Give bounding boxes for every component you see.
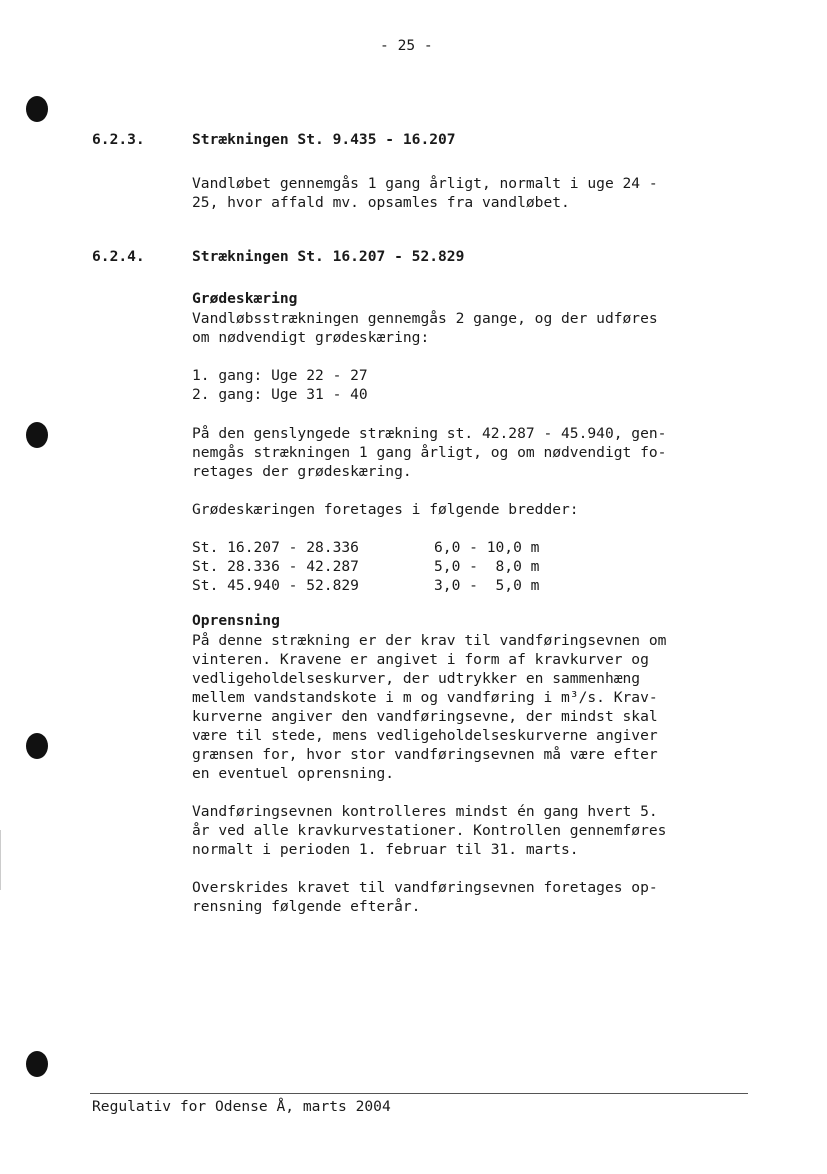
paragraph-line: Grødeskæringen foretages i følgende bredder: [192, 501, 579, 518]
schedule-item: 2. gang: Uge 31 - 40 [192, 386, 368, 403]
punch-hole [26, 96, 48, 122]
paragraph-line: På denne strækning er der krav til vandføringsevnen om [192, 632, 667, 649]
footer-rule [90, 1093, 748, 1094]
paragraph-line: 25, hvor affald mv. opsamles fra vandløbet. [192, 194, 570, 211]
section-title: Strækningen St. 16.207 - 52.829 [192, 248, 465, 265]
section-title: Strækningen St. 9.435 - 16.207 [192, 131, 456, 148]
paragraph-line: mellem vandstandskote i m og vandføring i m³/s. Krav- [192, 689, 658, 706]
footer-text: Regulativ for Odense Å, marts 2004 [92, 1098, 391, 1115]
width-table-range: St. 45.940 - 52.829 [192, 577, 359, 594]
paragraph-line: om nødvendigt grødeskæring: [192, 329, 430, 346]
paragraph-line: På den genslyngede strækning st. 42.287 - 45.940, gen- [192, 425, 667, 442]
paragraph-line: Vandføringsevnen kontrolleres mindst én gang hvert 5. [192, 803, 658, 820]
schedule-item: 1. gang: Uge 22 - 27 [192, 367, 368, 384]
page-number: - 25 - [380, 37, 433, 54]
paragraph-line: nemgås strækningen 1 gang årligt, og om nødvendigt fo- [192, 444, 667, 461]
subheading-grodeskaering: Grødeskæring [192, 290, 298, 307]
subheading-oprensning: Oprensning [192, 612, 280, 629]
width-table-value: 6,0 - 10,0 m [434, 539, 540, 556]
paragraph-line: grænsen for, hvor stor vandføringsevnen må være efter [192, 746, 658, 763]
paragraph-line: retages der grødeskæring. [192, 463, 412, 480]
paragraph-line: Vandløbsstrækningen gennemgås 2 gange, og der udføres [192, 310, 658, 327]
width-table-value: 3,0 - 5,0 m [434, 577, 540, 594]
paragraph-line: kurverne angiver den vandføringsevne, der mindst skal [192, 708, 658, 725]
punch-hole [26, 1051, 48, 1077]
paragraph-line: normalt i perioden 1. februar til 31. marts. [192, 841, 579, 858]
punch-hole [26, 733, 48, 759]
scan-edge [0, 830, 1, 890]
width-table-value: 5,0 - 8,0 m [434, 558, 540, 575]
width-table-range: St. 16.207 - 28.336 [192, 539, 359, 556]
width-table-range: St. 28.336 - 42.287 [192, 558, 359, 575]
paragraph-line: vinteren. Kravene er angivet i form af kravkurver og [192, 651, 649, 668]
paragraph-line: vedligeholdelseskurver, der udtrykker en sammenhæng [192, 670, 641, 687]
paragraph-line: være til stede, mens vedligeholdelseskurverne angiver [192, 727, 658, 744]
paragraph-line: Overskrides kravet til vandføringsevnen foretages op- [192, 879, 658, 896]
paragraph-line: rensning følgende efterår. [192, 898, 421, 915]
punch-hole [26, 422, 48, 448]
paragraph-line: en eventuel oprensning. [192, 765, 395, 782]
paragraph-line: Vandløbet gennemgås 1 gang årligt, normalt i uge 24 - [192, 175, 658, 192]
section-number: 6.2.3. [92, 131, 145, 148]
paragraph-line: år ved alle kravkurvestationer. Kontrollen gennemføres [192, 822, 667, 839]
section-number: 6.2.4. [92, 248, 145, 265]
